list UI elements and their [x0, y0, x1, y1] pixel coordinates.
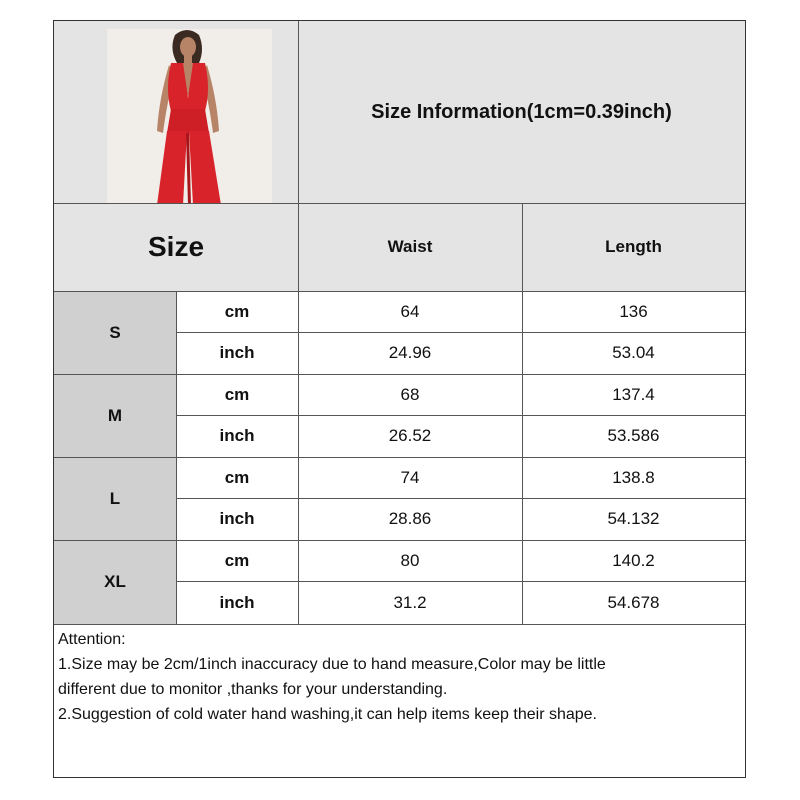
size-label: S: [109, 322, 121, 342]
size-label: M: [107, 405, 123, 425]
length-value: 54.678: [607, 592, 660, 612]
table-cell: [522, 498, 745, 540]
attention-notes: [58, 627, 741, 727]
grid-line: [54, 540, 745, 541]
waist-value: 74: [400, 467, 420, 487]
attention-line: 2.Suggestion of cold water hand washing,it can help items keep their shape.: [58, 706, 597, 723]
column-header-waist: Waist: [387, 237, 433, 256]
unit-label: inch: [219, 426, 255, 445]
grid-line: [54, 624, 745, 625]
size-label-cell: [54, 457, 176, 540]
table-cell: [298, 332, 522, 374]
grid-line: [176, 415, 745, 416]
column-header-length: Length: [605, 237, 662, 256]
waist-value: 31.2: [393, 592, 427, 612]
grid-line: [54, 374, 745, 375]
attention-line: 1.Size may be 2cm/1inch inaccuracy due to hand measure,Color may be little: [58, 656, 606, 673]
table-cell: [522, 540, 745, 581]
waist-value: 26.52: [388, 426, 432, 445]
waist-value: 24.96: [388, 343, 432, 362]
size-label-cell: [54, 540, 176, 624]
size-chart: [53, 20, 746, 778]
unit-cell: [176, 457, 298, 498]
grid-line: [176, 581, 745, 582]
size-info-title-cell: [298, 21, 745, 203]
table-cell: [522, 581, 745, 624]
red-jumpsuit-photo-icon: [107, 29, 272, 211]
table-cell: [298, 498, 522, 540]
table-cell: [298, 540, 522, 581]
table-cell: [522, 415, 745, 457]
table-cell: [298, 581, 522, 624]
length-value: 53.04: [612, 343, 655, 362]
unit-cell: [176, 291, 298, 332]
attention-heading: Attention:: [58, 631, 126, 648]
size-label-cell: [54, 374, 176, 457]
table-cell: [298, 374, 522, 415]
grid-line: [54, 291, 745, 292]
table-cell: [522, 291, 745, 332]
table-cell: [298, 415, 522, 457]
page-title: Size Information(1cm=0.39inch): [371, 100, 672, 123]
unit-label: inch: [219, 509, 255, 528]
waist-value: 80: [400, 550, 420, 570]
table-cell: [522, 332, 745, 374]
size-label-cell: [54, 291, 176, 374]
grid-line: [522, 203, 523, 624]
grid-line: [176, 332, 745, 333]
unit-label: cm: [224, 467, 250, 487]
unit-label: cm: [224, 550, 250, 570]
grid-line: [54, 203, 745, 204]
table-cell: [522, 374, 745, 415]
length-value: 140.2: [612, 550, 655, 570]
waist-value: 28.86: [388, 509, 432, 528]
size-label: XL: [104, 572, 126, 591]
photo-cell: [54, 21, 298, 203]
unit-cell: [176, 581, 298, 624]
unit-label: cm: [224, 384, 250, 404]
waist-value: 68: [400, 384, 420, 404]
length-header-cell: [522, 203, 745, 291]
attention-line: different due to monitor ,thanks for your understanding.: [58, 681, 448, 698]
unit-cell: [176, 415, 298, 457]
unit-label: inch: [219, 343, 255, 362]
waist-value: 64: [400, 301, 420, 321]
length-value: 137.4: [612, 384, 655, 404]
unit-label: cm: [224, 301, 250, 321]
grid-line: [176, 498, 745, 499]
unit-cell: [176, 374, 298, 415]
table-cell: [298, 457, 522, 498]
table-cell: [298, 291, 522, 332]
length-value: 54.132: [607, 509, 660, 528]
length-value: 136: [619, 301, 648, 321]
unit-cell: [176, 540, 298, 581]
grid-line: [54, 457, 745, 458]
unit-label: inch: [219, 592, 255, 612]
size-header-cell: [54, 203, 298, 291]
length-value: 53.586: [607, 426, 660, 445]
size-label: L: [109, 488, 121, 508]
unit-cell: [176, 332, 298, 374]
unit-cell: [176, 498, 298, 540]
table-cell: [522, 457, 745, 498]
size-heading: Size: [147, 231, 205, 262]
grid-line: [298, 21, 299, 624]
waist-header-cell: [298, 203, 522, 291]
length-value: 138.8: [612, 467, 655, 487]
